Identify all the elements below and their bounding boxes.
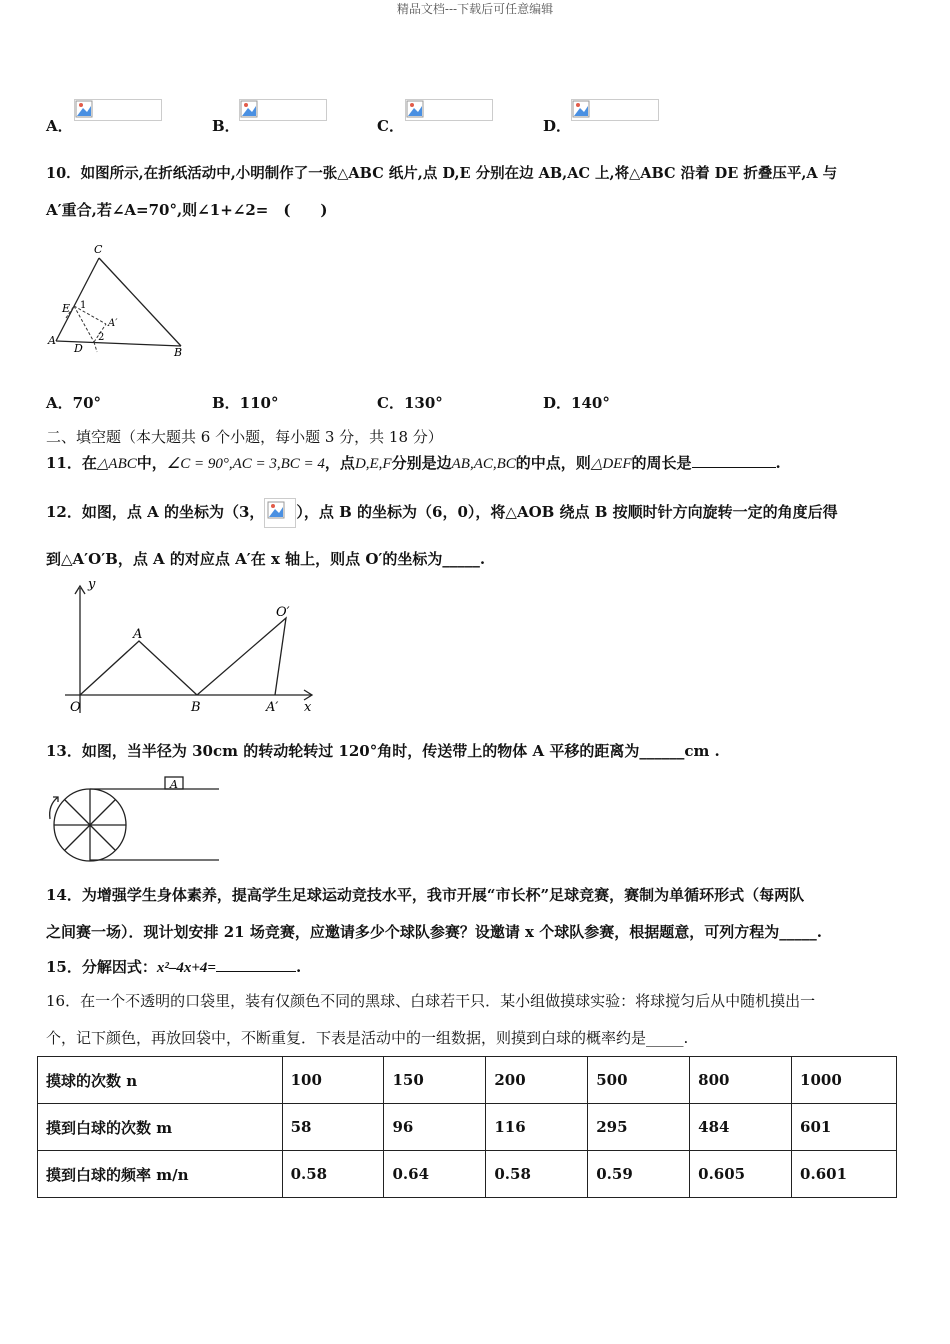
q9-option-b xyxy=(212,115,240,136)
label-b: B xyxy=(174,346,183,359)
table-cell: 摸到白球的频率 m/n xyxy=(38,1151,283,1198)
table-cell: 1000 xyxy=(792,1057,897,1104)
table-row xyxy=(38,1057,897,1104)
label-angle-2: 2 xyxy=(98,332,105,343)
label-a-prime: A′ xyxy=(108,318,118,329)
q9-option-b-image xyxy=(239,99,327,121)
label-a: A xyxy=(170,778,178,791)
label-o: O xyxy=(70,700,81,715)
q10-option-d: D．140° xyxy=(543,394,610,412)
label-a-prime: A′ xyxy=(266,700,279,715)
label-c: C xyxy=(94,243,103,256)
table-row xyxy=(38,1151,897,1198)
triangle-aob xyxy=(80,641,197,695)
q12-coordinate-figure xyxy=(60,578,325,718)
ball-experiment-table xyxy=(37,1056,897,1198)
q11-line: 11．在△ABC中，∠C = 90°,AC = 3,BC = 4，点D,E,F分别是边AB,AC,BC的中点，则△DEF的周长是 . xyxy=(46,454,781,472)
rotation-arrow xyxy=(50,797,58,819)
table-cell: 0.601 xyxy=(792,1151,897,1198)
q10-option-b: B．110° xyxy=(212,394,279,412)
table-cell: 摸球的次数 n xyxy=(38,1057,283,1104)
table-cell: 800 xyxy=(690,1057,792,1104)
option-label: C． xyxy=(377,117,404,135)
q9-option-a xyxy=(46,115,73,136)
q13-line: 13．如图，当半径为 30cm 的转动轮转过 120°角时，传送带上的物体 A 平移的距离为______cm . xyxy=(46,742,720,760)
q14-line1: 14．为增强学生身体素养，提高学生足球运动竞技水平，我市开展“市长杯”足球竞赛，赛制为单循环形式（每两队 xyxy=(46,886,805,904)
edge-cb xyxy=(99,258,181,346)
table-cell: 0.58 xyxy=(282,1151,384,1198)
q10-line2: A′重合,若∠A=70°,则∠1+∠2= ( ) xyxy=(46,201,328,219)
option-label: D． xyxy=(543,117,572,135)
broken-image-icon xyxy=(240,100,258,118)
label-x: x xyxy=(304,700,312,715)
q10-option-c: C．130° xyxy=(377,394,443,412)
table-cell: 96 xyxy=(384,1104,486,1151)
edge-ca xyxy=(56,258,99,341)
broken-image-icon xyxy=(406,100,424,118)
q10-triangle-figure xyxy=(44,240,194,365)
table-cell: 116 xyxy=(486,1104,588,1151)
q9-option-d xyxy=(543,115,571,136)
q12-inline-image xyxy=(264,498,296,528)
label-e: E xyxy=(62,302,71,315)
label-angle-1: 1 xyxy=(80,300,87,311)
label-o-prime: O′ xyxy=(276,605,290,620)
q15-line: 15．分解因式：x²–4x+4= . xyxy=(46,958,302,976)
table-cell: 295 xyxy=(588,1104,690,1151)
answer-blank xyxy=(692,467,776,468)
q9-option-a-image xyxy=(74,99,162,121)
table-row xyxy=(38,1104,897,1151)
table-cell: 0.59 xyxy=(588,1151,690,1198)
triangle-a-o-b-rotated xyxy=(197,618,286,695)
option-label: B． xyxy=(212,117,240,135)
label-a: A xyxy=(133,627,143,642)
table-cell: 500 xyxy=(588,1057,690,1104)
q14-line2: 之间赛一场）．现计划安排 21 场竞赛，应邀请多少个球队参赛？设邀请 x 个球队参赛，根据题意，可列方程为_____. xyxy=(46,923,822,941)
label-a: A xyxy=(48,334,56,347)
answer-blank xyxy=(216,971,296,972)
broken-image-icon xyxy=(75,100,93,118)
table-cell: 484 xyxy=(690,1104,792,1151)
section-2-title: 二、填空题（本大题共 6 个小题，每小题 3 分，共 18 分） xyxy=(46,428,443,446)
q16-line2: 个，记下颜色，再放回袋中，不断重复．下表是活动中的一组数据，则摸到白球的概率约是_____. xyxy=(46,1029,689,1047)
q13-wheel-figure xyxy=(44,775,224,865)
q16-line1: 16．在一个不透明的口袋里，装有仅颜色不同的黑球、白球若干只．某小组做摸球实验：将球搅匀后从中随机摸出一 xyxy=(46,992,816,1010)
broken-image-icon xyxy=(572,100,590,118)
table-cell: 150 xyxy=(384,1057,486,1104)
table-cell: 58 xyxy=(282,1104,384,1151)
table-cell: 0.605 xyxy=(690,1151,792,1198)
broken-image-icon xyxy=(267,501,285,519)
q9-option-c-image xyxy=(405,99,493,121)
label-d: D xyxy=(74,342,83,355)
table-cell: 601 xyxy=(792,1104,897,1151)
table-cell: 200 xyxy=(486,1057,588,1104)
q10-line1: 10．如图所示,在折纸活动中,小明制作了一张△ABC 纸片,点 D,E 分别在边 AB,AC 上,将△ABC 沿着 DE 折叠压平,A 与 xyxy=(46,165,838,182)
table-cell: 0.64 xyxy=(384,1151,486,1198)
q12-line1: 12．如图，点 A 的坐标为（3， ），点 B 的坐标为（6，0），将△AOB 绕点 B 按顺时针方向旋转一定的角度后得 xyxy=(46,498,838,528)
q9-option-c xyxy=(377,115,404,136)
q12-line2: 到△A′O′B，点 A 的对应点 A′在 x 轴上，则点 O′的坐标为_____. xyxy=(46,550,486,568)
table-cell: 摸到白球的次数 m xyxy=(38,1104,283,1151)
table-cell: 0.58 xyxy=(486,1151,588,1198)
q9-option-d-image xyxy=(571,99,659,121)
table-cell: 100 xyxy=(282,1057,384,1104)
label-y: y xyxy=(88,578,96,592)
page-header: 精品文档---下载后可任意编辑 xyxy=(396,2,554,16)
option-label: A． xyxy=(46,117,73,135)
label-b: B xyxy=(191,700,201,715)
q10-option-a: A．70° xyxy=(46,394,102,412)
